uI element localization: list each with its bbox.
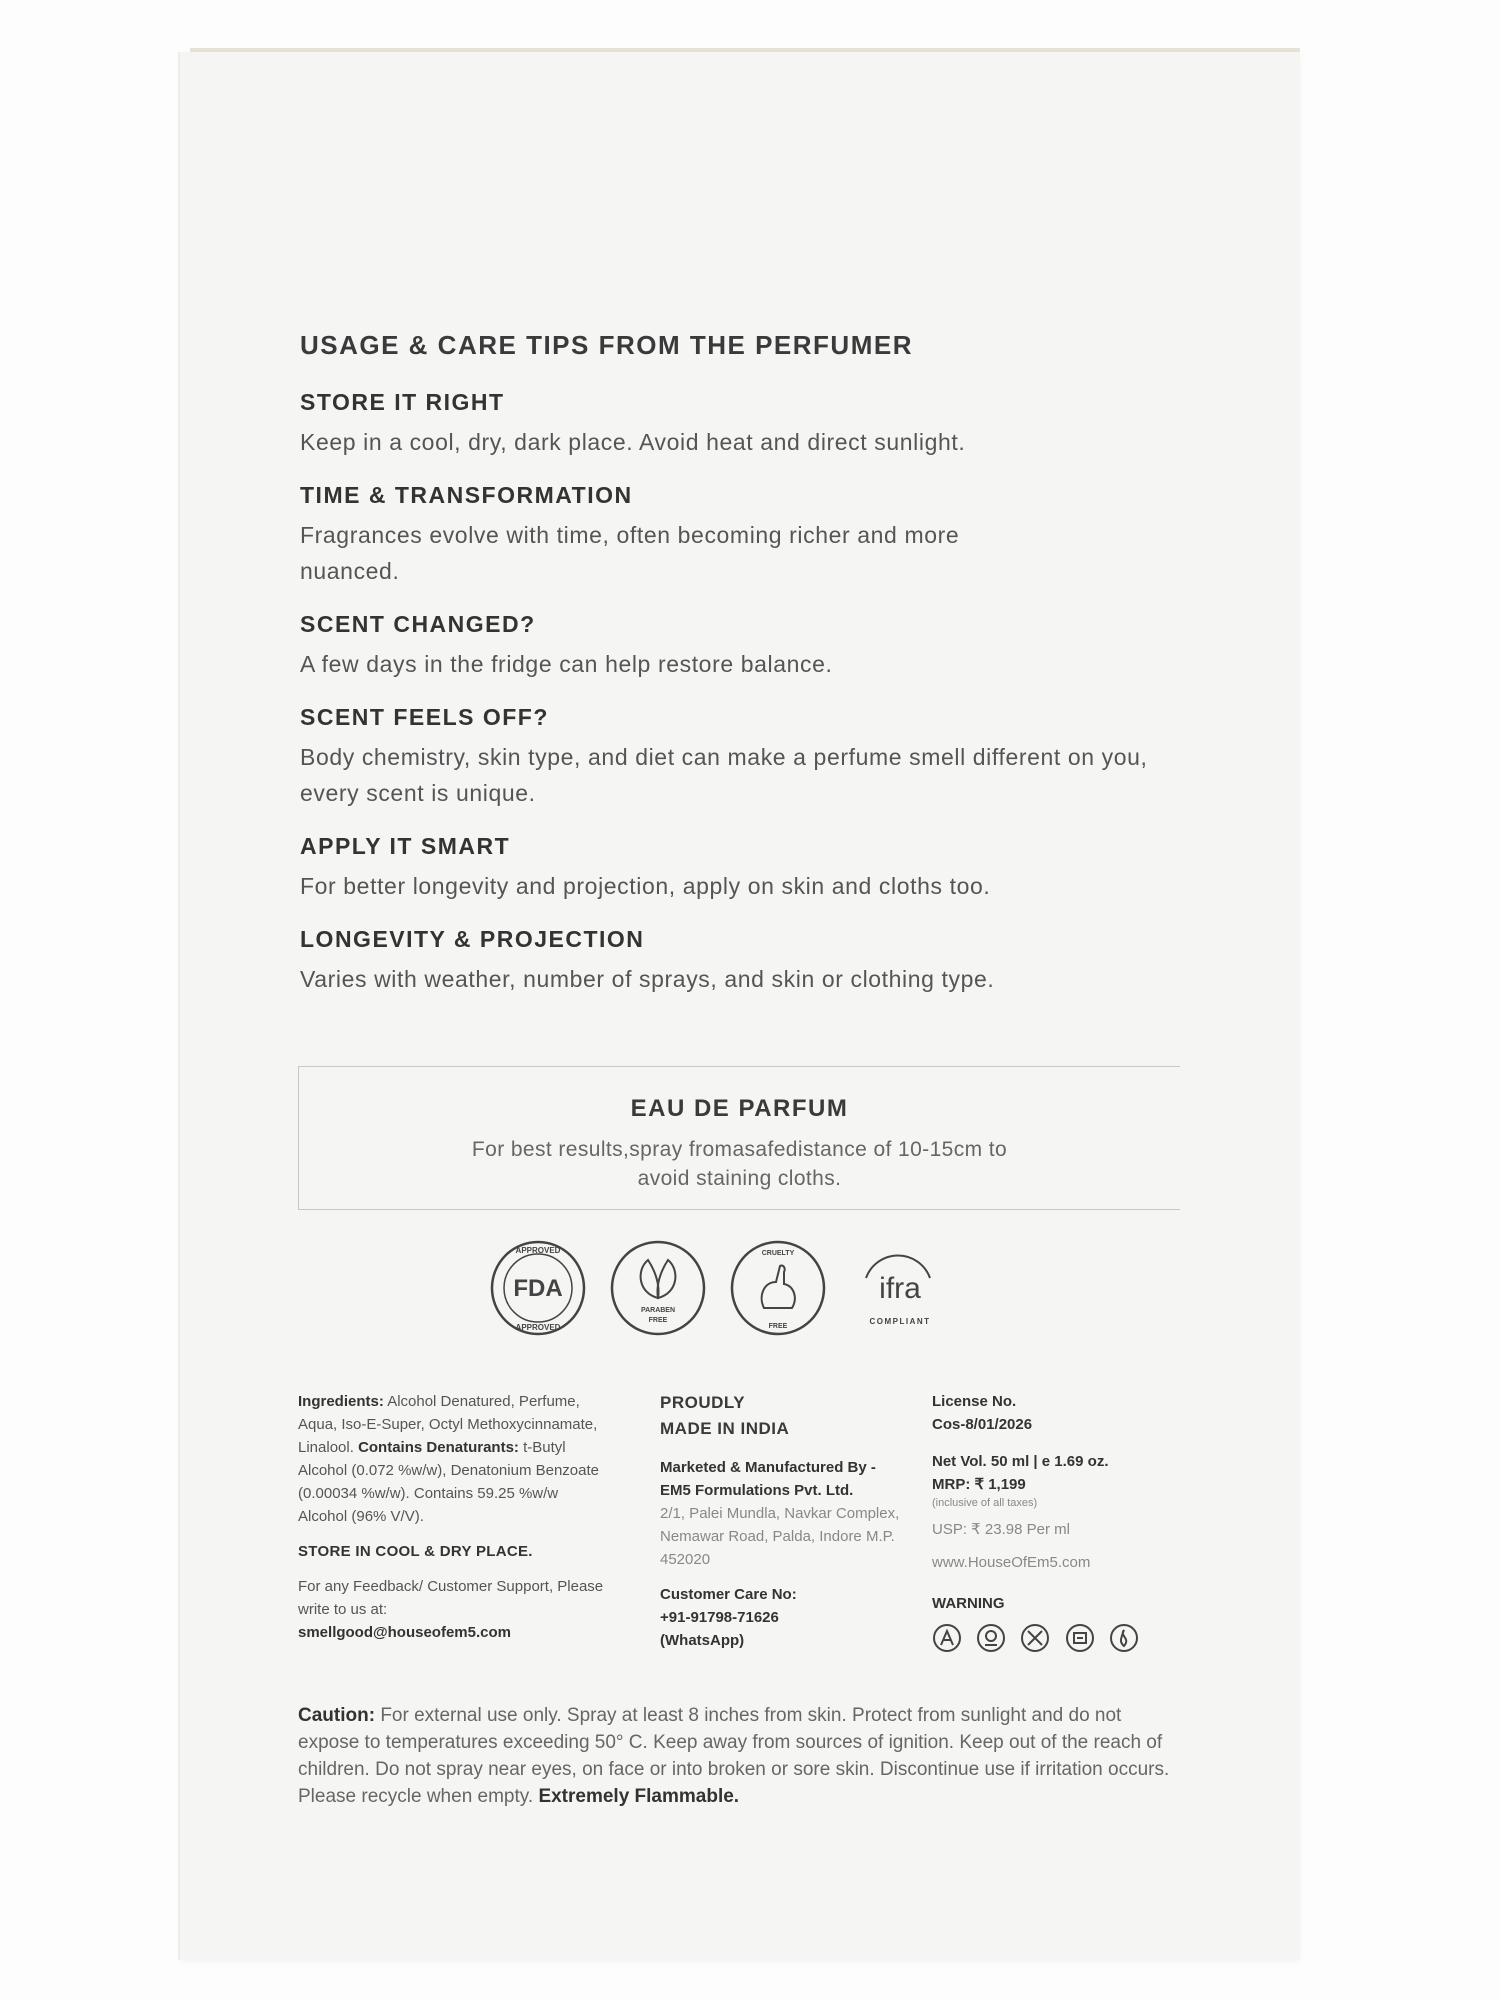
tip-heading: STORE IT RIGHT: [300, 389, 505, 415]
tip-heading: TIME & TRANSFORMATION: [300, 482, 633, 508]
caution-label: Caution:: [298, 1705, 376, 1726]
flammable-icon: [932, 1623, 962, 1653]
edp-text: For best results,spray fromasafedistance of 10-15cm to avoid staining cloths.: [471, 1138, 1008, 1190]
ingredients: [298, 1390, 608, 1528]
tip-longevity-projection: [300, 926, 1180, 997]
tip-heading: LONGEVITY & PROJECTION: [300, 926, 645, 952]
ifra-compliant-icon: [848, 1238, 948, 1338]
feedback-email: smellgood@houseofem5.com: [298, 1624, 511, 1641]
fda-ring-bottom: APPROVED: [515, 1323, 561, 1332]
fda-approved-icon: [488, 1238, 588, 1338]
tip-apply-it-smart: [300, 833, 1180, 904]
eau-de-parfum-box: [298, 1066, 1180, 1210]
ingredients-label: Ingredients:: [298, 1393, 384, 1410]
customer-care-number: +91-91798-71626: [660, 1609, 779, 1626]
origin-line-2: MADE IN INDIA: [660, 1419, 790, 1438]
caution-body: For external use only. Spray at least 8 inches from skin. Protect from sunlight and do not expose to temperatures exceeding 50° C. Keep away from sources of ignition. Keep out of the reach of children. Do not spray near eyes, on face or into broken or sore skin. Discontinue use if irritation occurs. Please recycle when empty.: [298, 1705, 1170, 1807]
feedback-text: For any Feedback/ Customer Support, Please write to us at:: [298, 1578, 604, 1618]
manufacturer-address: 2/1, Palei Mundla, Navkar Complex, Nemawar Road, Palda, Indore M.P. 452020: [660, 1505, 900, 1568]
paraben-text-1: PARABEN: [640, 1307, 676, 1314]
denaturants-label: Contains Denaturants:: [358, 1439, 519, 1456]
denaturants-text: t-Butyl Alcohol (0.072 %w/w), Denatonium Benzoate (0.00034 %w/w). Contains 59.25 %w/w Alcohol (96% V/V).: [298, 1439, 599, 1525]
ingredients-text: Alcohol Denatured, Perfume, Aqua, Iso-E-Super, Octyl Methoxycinnamate, Linalool.: [298, 1393, 598, 1456]
paraben-free-icon: [608, 1238, 708, 1338]
customer-care-label: Customer Care No:: [660, 1586, 797, 1603]
origin-line-1: PROUDLY: [660, 1393, 746, 1412]
tip-text: Varies with weather, number of sprays, and skin or clothing type.: [300, 966, 995, 992]
section-title: USAGE & CARE TIPS FROM THE PERFUMER: [300, 330, 913, 360]
cruelty-free-icon: [728, 1238, 828, 1338]
warning-label: WARNING: [932, 1595, 1005, 1612]
tip-scent-changed: [300, 611, 1180, 682]
ingredients-column: [298, 1390, 608, 1644]
marketed-by: Marketed & Manufactured By - EM5 Formulations Pvt. Ltd.: [660, 1459, 876, 1499]
no-fire-icon: [1109, 1623, 1139, 1653]
no-heat-icon: [1065, 1623, 1095, 1653]
cruelty-ring-top: CRUELTY: [761, 1250, 795, 1257]
mrp-note: (inclusive of all taxes): [932, 1497, 1038, 1509]
tip-text: Body chemistry, skin type, and diet can make a perfume smell different on you, every scent is unique.: [300, 744, 1148, 806]
license-value: Cos-8/01/2026: [932, 1416, 1033, 1433]
tip-text: For better longevity and projection, apply on skin and cloths too.: [300, 873, 991, 899]
warning-icons: [932, 1623, 1192, 1659]
usage-tips-section: [300, 330, 1180, 1019]
caution-emphasis: Extremely Flammable.: [538, 1786, 740, 1807]
caution-text: [298, 1702, 1178, 1810]
tip-text: Fragrances evolve with time, often becoming richer and more nuanced.: [300, 522, 960, 584]
tip-time-transformation: [300, 482, 1180, 589]
ifra-text: ifra: [879, 1272, 921, 1305]
mrp: MRP: ₹ 1,199: [932, 1476, 1026, 1493]
fda-ring-top: APPROVED: [515, 1246, 561, 1255]
store-note: STORE IN COOL & DRY PLACE.: [298, 1543, 533, 1560]
no-eyes-icon: [1020, 1623, 1050, 1653]
tip-heading: SCENT CHANGED?: [300, 611, 536, 637]
cruelty-ring-bottom: FREE: [768, 1323, 788, 1330]
usp: USP: ₹ 23.98 Per ml: [932, 1521, 1070, 1538]
website: www.HouseOfEm5.com: [932, 1554, 1091, 1571]
tip-scent-feels-off: [300, 704, 1180, 811]
label-details: [298, 1390, 1178, 1690]
license-label: License No.: [932, 1393, 1017, 1410]
paraben-text-2: FREE: [648, 1317, 668, 1324]
tip-text: Keep in a cool, dry, dark place. Avoid heat and direct sunlight.: [300, 429, 966, 455]
manufacturer-column: [660, 1390, 910, 1652]
edp-title: EAU DE PARFUM: [630, 1095, 849, 1122]
certification-badges: [488, 1238, 968, 1348]
customer-care-note: (WhatsApp): [660, 1632, 745, 1649]
license-column: [932, 1390, 1192, 1659]
tip-heading: APPLY IT SMART: [300, 833, 511, 859]
tip-store-it-right: [300, 389, 1180, 460]
ifra-ring: COMPLIANT: [869, 1317, 931, 1326]
tip-heading: SCENT FEELS OFF?: [300, 704, 549, 730]
keep-away-from-children-icon: [976, 1623, 1006, 1653]
tip-text: A few days in the fridge can help restore balance.: [300, 651, 833, 677]
net-volume: Net Vol. 50 ml | e 1.69 oz.: [932, 1453, 1109, 1470]
fda-text: FDA: [513, 1275, 563, 1302]
